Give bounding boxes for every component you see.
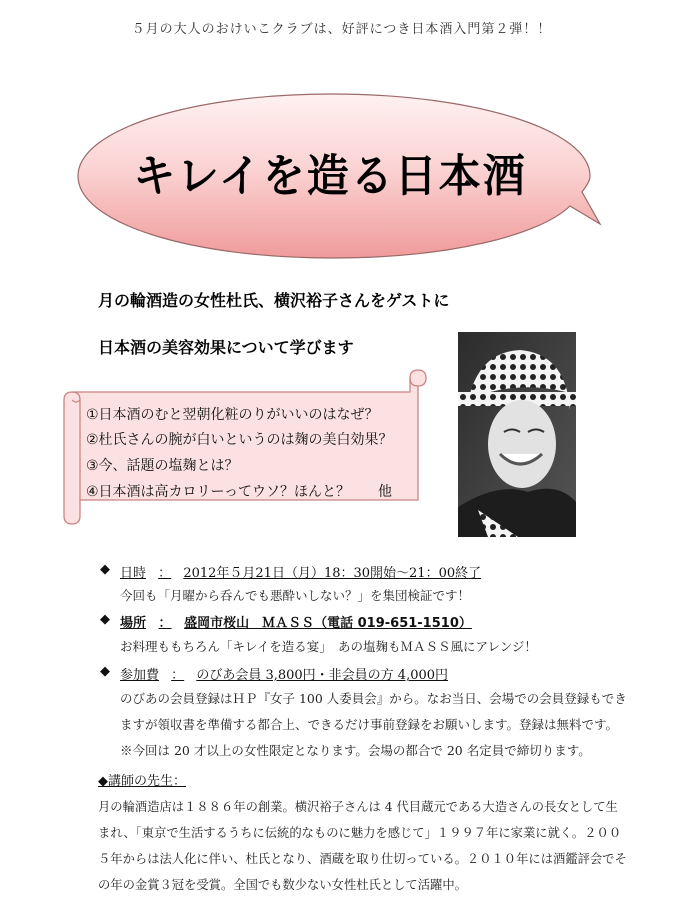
- fee-row: [100, 664, 449, 683]
- fee-note: ※今回は 20 才以上の女性限定となります。会場の都合で 20 名定員で締切ります。: [120, 743, 591, 758]
- portrait-photo-icon: [458, 332, 576, 537]
- instructor-bio-line: ５年からは法人化に伴い、杜氏となり、酒蔵を取り仕切っている。２０１０年には酒鑑評会でそ: [98, 852, 627, 866]
- instructor-bio-line: まれ、「東京で生活するうちに伝統的なものに魅力を感じて」１９９７年に家業に就く。２００: [98, 826, 622, 840]
- question-item: ③今、話題の塩麹とは？: [86, 458, 239, 474]
- date-value: 2012年５月21日（月）18：30開始～21：00終了: [183, 566, 482, 581]
- instructor-bio-line: 月の輪酒造店は１８８６年の創業。横沢裕子さんは 4 代目蔵元である大造さんの長女として生: [98, 800, 618, 814]
- question-item: ②杜氏さんの腕が白いというのは麹の美白効果？: [86, 432, 393, 448]
- fee-value: のびあ会員 3,800円・非会員の方 4,000円: [196, 668, 449, 683]
- place-note: お料理ももちろん「キレイを造る宴」 あの塩麹もＭＡＳＳ風にアレンジ！: [120, 639, 537, 654]
- instructor-bio-line: の年の金賞３冠を受賞。全国でも数少ない女性杜氏として活躍中。: [98, 878, 467, 892]
- place-row: [100, 612, 472, 631]
- fee-separator: ：: [171, 668, 185, 683]
- date-separator: ：: [158, 566, 172, 581]
- title-banner: [70, 88, 610, 266]
- lead-line-1: 月の輪酒造の女性杜氏、横沢裕子さんをゲストに: [98, 291, 450, 310]
- date-row: [100, 562, 482, 581]
- place-value: 盛岡市桜山 ＭＡＳＳ（電話 019-651-1510）: [184, 616, 472, 631]
- bullet-icon: ◆: [100, 664, 110, 679]
- place-label: 場所: [120, 616, 147, 631]
- place-separator: ：: [158, 616, 172, 631]
- date-note: 今回も「月曜から呑んでも悪酔いしない？」を集団検証です！: [120, 588, 471, 603]
- bullet-icon: ◆: [100, 612, 110, 627]
- fee-note: ますが領収書を準備する都合上、できるだけ事前登録をお願いします。登録は無料です。: [120, 717, 619, 732]
- instructor-heading: ◆講師の先生：: [98, 774, 186, 789]
- questions-scroll: [58, 368, 430, 526]
- question-item: ④日本酒は高カロリーってウソ？ほんと？ 他: [86, 484, 392, 500]
- fee-label: 参加費: [120, 668, 160, 683]
- bullet-icon: ◆: [100, 562, 110, 577]
- header-tagline: ５月の大人のおけいこクラブは、好評につき日本酒入門第２弾！！: [131, 22, 552, 37]
- question-item: ①日本酒のむと翌朝化粧のりがいいのはなぜ？: [86, 407, 379, 423]
- date-label: 日時: [120, 566, 147, 581]
- lead-line-2: 日本酒の美容効果について学びます: [98, 338, 354, 357]
- fee-note: のびあの会員登録はＨＰ『女子 100 人委員会』から。なお当日、会場での会員登録もでき: [120, 691, 627, 706]
- event-title: キレイを造る日本酒: [133, 149, 527, 202]
